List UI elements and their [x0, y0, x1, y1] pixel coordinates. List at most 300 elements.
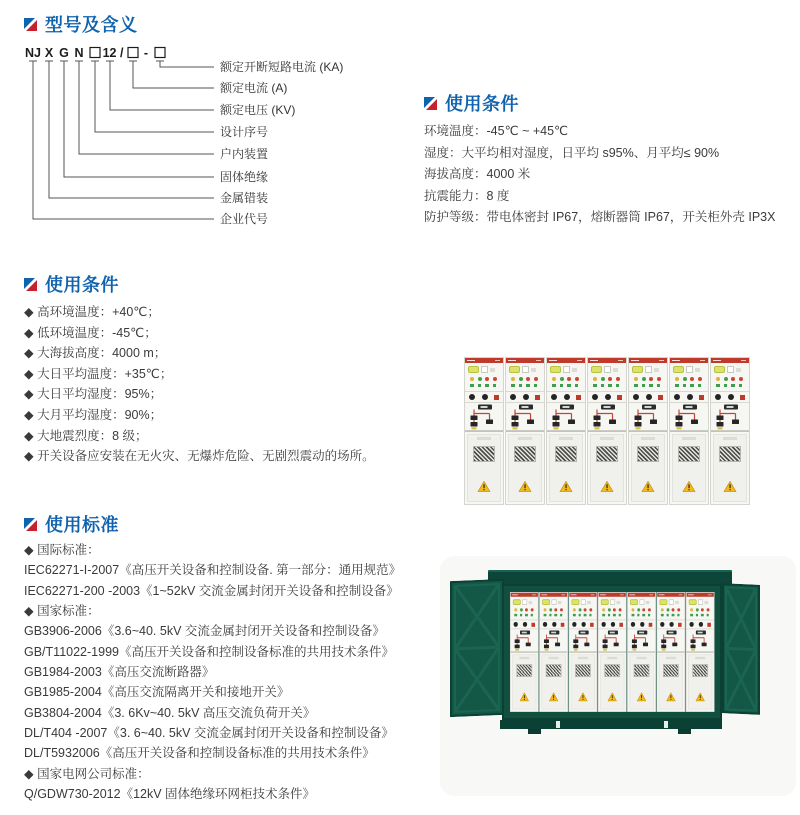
door-nameplate: [519, 657, 529, 659]
door-nameplate: [682, 437, 696, 440]
svg-text:X: X: [44, 46, 54, 60]
indicator-lights: [632, 608, 651, 611]
circuit-mimic-diagram: [687, 630, 716, 651]
svg-text:金属错装: 金属错装: [220, 191, 269, 205]
ventilation-grille: [596, 446, 618, 462]
code-placeholder-box: [90, 48, 100, 58]
standard-item: Q/GDW730-2012《12kV 固体绝缘环网柜技术条件》: [24, 787, 316, 802]
warning-triangle-icon: [637, 692, 646, 701]
condition-line: 防护等级：带电体密封 IP67，熔断器筒 IP67，开关柜外壳 IP3X: [424, 210, 776, 224]
warning-triangle-icon: [608, 692, 617, 701]
cabinet-control-panel: [511, 597, 538, 652]
operation-knobs: [540, 620, 567, 630]
standard-item: ◆ 国际标准：: [24, 543, 100, 557]
enclosure-foot: [528, 729, 541, 734]
indicator-light: [549, 608, 552, 611]
operation-knobs: [569, 620, 596, 630]
indicator-lights: [511, 377, 538, 381]
illuminated-button: [513, 599, 521, 605]
ventilation-grille: [575, 664, 591, 677]
indicator-light: [661, 608, 664, 611]
standard-item: GB/T11022-1999《高压开关设备和控制设备标准的共用技术条件》: [24, 644, 394, 659]
cabinet-lower-door: [711, 431, 749, 504]
red-knob: [617, 395, 622, 400]
panel-window: [669, 599, 674, 605]
illuminated-button: [601, 599, 609, 605]
panel-window: [617, 601, 621, 604]
cabinet-lower-door: [599, 652, 626, 711]
indicator-light: [608, 377, 612, 381]
cabinet-lower-door: [569, 652, 596, 711]
switchgear-row-photo: [464, 357, 750, 505]
indicator-light: [544, 608, 547, 611]
panel-window: [646, 601, 650, 604]
ventilation-grille: [678, 446, 700, 462]
indicator-light: [525, 608, 528, 611]
standards-list: [24, 540, 444, 804]
indicator-lights: [470, 377, 497, 381]
door-nameplate: [666, 657, 676, 659]
svg-text:G: G: [59, 46, 69, 60]
indicator-lights: [661, 608, 680, 611]
warning-triangle-icon: [519, 481, 532, 492]
red-knob: [699, 395, 704, 400]
panel-buttons: [468, 366, 495, 373]
cabinet-lower-door: [588, 431, 626, 504]
base-latch: [556, 721, 560, 728]
red-knob: [678, 622, 682, 626]
red-knob: [531, 622, 535, 626]
cabinet-control-panel: [506, 363, 544, 431]
door-nameplate: [559, 437, 573, 440]
knob: [715, 394, 721, 400]
svg-text:企业代号: 企业代号: [220, 212, 269, 226]
section-standards: [24, 511, 119, 537]
enclosure-right-door: [722, 583, 760, 715]
cabinet-control-panel: [629, 363, 667, 431]
standard-item: GB3906-2006《3.6~40. 5kV 交流金属封闭开关设备和控制设备》: [24, 624, 385, 639]
indicator-lights: [593, 377, 620, 381]
illuminated-button: [591, 366, 602, 373]
illuminated-button: [468, 366, 479, 373]
enclosure-roof: [488, 570, 732, 585]
circuit-mimic-diagram: [547, 404, 587, 430]
cabinet-control-panel: [687, 597, 714, 652]
standard-item: DL/T404 -2007《3. 6~40. 5kV 交流金属封闭开关设备和控制设备》: [24, 726, 394, 741]
door-nameplate: [607, 657, 617, 659]
indicator-light: [648, 608, 651, 611]
indicator-light: [613, 608, 616, 611]
indicator-labels: [552, 384, 578, 387]
red-knob: [619, 622, 623, 626]
indicator-light: [637, 608, 640, 611]
operation-knobs: [629, 391, 667, 403]
knob: [602, 622, 606, 627]
indicator-light: [575, 377, 579, 381]
panel-window: [481, 366, 488, 373]
red-knob: [658, 395, 663, 400]
condition-bullet-item: ◆ 开关设备应安装在无火灾、无爆炸危险、无剧烈震动的场所。: [24, 449, 375, 464]
indicator-lights: [573, 608, 592, 611]
ventilation-grille: [634, 664, 650, 677]
model-designation-diagram: [24, 44, 354, 234]
svg-text:额定电流 (A): 额定电流 (A): [220, 81, 288, 95]
condition-line: 湿度：大平均相对湿度，日平均 s95%、月平均≤ 90%: [424, 145, 720, 160]
switchgear-cabinet: [628, 357, 668, 505]
switchgear-cabinet: [657, 592, 686, 712]
operation-knobs: [599, 620, 626, 630]
knob: [572, 622, 576, 627]
section-conditions-left: [24, 271, 119, 297]
indicator-light: [493, 377, 497, 381]
cabinet-control-panel: [465, 363, 503, 431]
indicator-light: [519, 377, 523, 381]
panel-buttons: [513, 599, 532, 605]
cabinet-control-panel: [588, 363, 626, 431]
cabinet-control-panel: [670, 363, 708, 431]
illuminated-button: [571, 599, 579, 605]
indicator-light: [589, 608, 592, 611]
standard-item: ◆ 国家电网公司标准：: [24, 766, 150, 781]
indicator-light: [739, 377, 743, 381]
ventilation-grille: [719, 446, 741, 462]
indicator-light: [698, 377, 702, 381]
section-title-text: 型号及含义: [45, 15, 138, 35]
standard-item: GB1985-2004《高压交流隔离开关和接地开关》: [24, 685, 290, 700]
cabinet-lower-door: [540, 652, 567, 711]
cabinet-lower-door: [511, 652, 538, 711]
circuit-mimic-diagram: [657, 630, 686, 651]
enclosure-cabinet-row: [510, 592, 714, 712]
indicator-light: [690, 608, 693, 611]
operation-knobs: [465, 391, 503, 403]
door-nameplate: [637, 657, 647, 659]
illuminated-button: [673, 366, 684, 373]
ventilation-grille: [473, 446, 495, 462]
illuminated-button: [509, 366, 520, 373]
panel-window: [613, 368, 618, 372]
indicator-light: [584, 608, 587, 611]
panel-buttons: [630, 599, 649, 605]
indicator-light: [683, 377, 687, 381]
cabinet-control-panel: [599, 597, 626, 652]
panel-window: [587, 601, 591, 604]
knob: [469, 394, 475, 400]
section-marker-icon: [24, 18, 37, 31]
indicator-lights: [552, 377, 579, 381]
red-knob: [561, 622, 565, 626]
operation-knobs: [547, 391, 585, 403]
panel-window: [727, 366, 734, 373]
panel-window: [522, 366, 529, 373]
condition-bullet-item: ◆ 大日平均温度：+35℃；: [24, 366, 173, 381]
panel-buttons: [571, 599, 590, 605]
svg-text:12 /: 12 /: [102, 46, 124, 60]
illuminated-button: [714, 366, 725, 373]
usage-conditions-right-list: [424, 121, 800, 229]
operation-knobs: [628, 620, 655, 630]
indicator-labels: [634, 384, 660, 387]
indicator-light: [567, 377, 571, 381]
knob: [687, 394, 693, 400]
panel-window: [529, 601, 533, 604]
warning-triangle-icon: [724, 481, 737, 492]
red-knob: [740, 395, 745, 400]
cabinet-lower-door: [629, 431, 667, 504]
door-nameplate: [723, 437, 737, 440]
panel-buttons: [601, 599, 620, 605]
condition-bullet-item: ◆ 大海拔高度：4000 m；: [24, 346, 167, 361]
door-nameplate: [518, 437, 532, 440]
panel-window: [563, 366, 570, 373]
ventilation-grille: [516, 664, 532, 677]
indicator-labels: [690, 614, 709, 616]
panel-window: [695, 368, 700, 372]
knob: [514, 622, 518, 627]
panel-window: [581, 599, 586, 605]
switchgear-cabinet: [539, 592, 568, 712]
illuminated-button: [689, 599, 697, 605]
knob: [510, 394, 516, 400]
indicator-light: [634, 377, 638, 381]
condition-bullet-item: ◆ 低环境温度：-45℃；: [24, 325, 157, 340]
svg-text:固体绝缘: 固体绝缘: [220, 170, 269, 184]
standard-item: GB3804-2004《3. 6Kv~40. 5kV 高压交流负荷开关》: [24, 705, 316, 720]
indicator-light: [470, 377, 474, 381]
svg-text:额定电压 (KV): 额定电压 (KV): [220, 103, 296, 117]
indicator-light: [530, 608, 533, 611]
switchgear-cabinet: [464, 357, 504, 505]
switchgear-cabinet: [686, 592, 715, 712]
illuminated-button: [632, 366, 643, 373]
warning-triangle-icon: [601, 481, 614, 492]
warning-triangle-icon: [666, 692, 675, 701]
knob: [523, 394, 529, 400]
panel-window: [654, 368, 659, 372]
circuit-mimic-diagram: [465, 404, 505, 430]
indicator-light: [696, 608, 699, 611]
indicator-light: [554, 608, 557, 611]
indicator-light: [552, 377, 556, 381]
indicator-light: [578, 608, 581, 611]
door-nameplate: [695, 657, 705, 659]
circuit-mimic-diagram: [540, 630, 569, 651]
indicator-light: [701, 608, 704, 611]
indicator-lights: [602, 608, 621, 611]
indicator-lights: [634, 377, 661, 381]
indicator-lights: [514, 608, 533, 611]
operation-knobs: [711, 391, 749, 403]
panel-buttons: [689, 599, 708, 605]
panel-window: [531, 368, 536, 372]
indicator-labels: [675, 384, 701, 387]
circuit-mimic-diagram: [511, 630, 540, 651]
indicator-labels: [593, 384, 619, 387]
indicator-light: [511, 377, 515, 381]
warning-triangle-icon: [478, 481, 491, 492]
illuminated-button: [630, 599, 638, 605]
enclosure-photo: [450, 556, 765, 796]
panel-window: [558, 601, 562, 604]
warning-triangle-icon: [696, 692, 705, 701]
cabinet-lower-door: [670, 431, 708, 504]
condition-line: 海拔高度：4000 米: [424, 167, 531, 181]
knob: [482, 394, 488, 400]
indicator-light: [716, 377, 720, 381]
red-knob: [494, 395, 499, 400]
illuminated-button: [659, 599, 667, 605]
circuit-mimic-diagram: [670, 404, 710, 430]
switchgear-cabinet: [710, 357, 750, 505]
indicator-light: [706, 608, 709, 611]
panel-buttons: [714, 366, 741, 373]
circuit-mimic-diagram: [569, 630, 598, 651]
panel-window: [698, 599, 703, 605]
enclosure-foot: [678, 729, 691, 734]
panel-window: [736, 368, 741, 372]
knob: [698, 622, 702, 627]
knob: [640, 622, 644, 627]
indicator-labels: [716, 384, 742, 387]
indicator-light: [649, 377, 653, 381]
designation-labels: [220, 59, 343, 226]
knob: [552, 622, 556, 627]
knob: [669, 622, 673, 627]
svg-text:-: -: [143, 46, 149, 60]
indicator-light: [657, 377, 661, 381]
indicator-labels: [632, 614, 651, 616]
operation-knobs: [588, 391, 626, 403]
indicator-labels: [602, 614, 621, 616]
cabinet-control-panel: [628, 597, 655, 652]
section-title-text: 使用条件: [45, 275, 119, 295]
indicator-light: [601, 377, 605, 381]
panel-window: [490, 368, 495, 372]
panel-window: [704, 601, 708, 604]
base-latch: [664, 721, 668, 728]
operation-knobs: [670, 391, 708, 403]
standard-item: IEC62271-I-2007《高压开关设备和控制设备. 第一部分：通用规范》: [24, 563, 402, 578]
panel-buttons: [542, 599, 561, 605]
indicator-light: [608, 608, 611, 611]
circuit-mimic-diagram: [599, 630, 628, 651]
panel-window: [639, 599, 644, 605]
enclosure-body: [502, 584, 722, 720]
section-marker-icon: [424, 97, 437, 110]
knob: [660, 622, 664, 627]
indicator-light: [616, 377, 620, 381]
condition-bullet-item: ◆ 大日平均湿度：95%；: [24, 387, 163, 402]
switchgear-cabinet: [598, 592, 627, 712]
red-knob: [590, 622, 594, 626]
panel-window: [572, 368, 577, 372]
knob: [633, 394, 639, 400]
standard-item: DL/T5932006《高压开关设备和控制设备标准的共用技术条件》: [24, 746, 375, 761]
svg-text:NJ: NJ: [25, 46, 41, 60]
operation-knobs: [657, 620, 684, 630]
knob: [543, 622, 547, 627]
section-model: [24, 11, 138, 37]
panel-window: [610, 599, 615, 605]
condition-line: 抗震能力：8 度: [424, 188, 510, 203]
indicator-light: [724, 377, 728, 381]
door-nameplate: [477, 437, 491, 440]
indicator-light: [560, 608, 563, 611]
cabinet-control-panel: [569, 597, 596, 652]
circuit-mimic-diagram: [506, 404, 546, 430]
indicator-light: [478, 377, 482, 381]
panel-window: [645, 366, 652, 373]
red-knob: [707, 622, 711, 626]
panel-window: [675, 601, 679, 604]
switchgear-cabinet: [587, 357, 627, 505]
panel-window: [686, 366, 693, 373]
indicator-light: [485, 377, 489, 381]
knob: [728, 394, 734, 400]
warning-triangle-icon: [549, 692, 558, 701]
knob: [592, 394, 598, 400]
indicator-light: [666, 608, 669, 611]
panel-buttons: [632, 366, 659, 373]
panel-buttons: [673, 366, 700, 373]
indicator-labels: [514, 614, 533, 616]
knob: [689, 622, 693, 627]
section-marker-icon: [24, 518, 37, 531]
standard-item: IEC62271-200 -2003《1~52kV 交流金属封闭开关设备和控制设备》: [24, 583, 399, 598]
ventilation-grille: [637, 446, 659, 462]
code-placeholder-box: [128, 48, 138, 58]
switchgear-cabinet: [569, 592, 598, 712]
warning-triangle-icon: [683, 481, 696, 492]
illuminated-button: [542, 599, 550, 605]
indicator-lights: [716, 377, 743, 381]
operation-knobs: [511, 620, 538, 630]
condition-line: 环境温度：-45℃ ~ +45℃: [424, 124, 569, 138]
switchgear-cabinet: [505, 357, 545, 505]
circuit-mimic-diagram: [588, 404, 628, 430]
usage-conditions-left-list: [24, 302, 424, 467]
indicator-labels: [470, 384, 496, 387]
indicator-light: [675, 377, 679, 381]
indicator-light: [677, 608, 680, 611]
door-nameplate: [641, 437, 655, 440]
indicator-light: [602, 608, 605, 611]
cabinet-lower-door: [547, 431, 585, 504]
indicator-labels: [544, 614, 563, 616]
warning-triangle-icon: [520, 692, 529, 701]
cabinet-lower-door: [687, 652, 714, 711]
ventilation-grille: [546, 664, 562, 677]
indicator-light: [642, 377, 646, 381]
knob: [674, 394, 680, 400]
enclosure-base: [500, 720, 722, 729]
indicator-light: [520, 608, 523, 611]
indicator-light: [573, 608, 576, 611]
ventilation-grille: [692, 664, 708, 677]
switchgear-cabinet: [510, 592, 539, 712]
indicator-light: [642, 608, 645, 611]
knob: [523, 622, 527, 627]
condition-bullet-item: ◆ 大月平均湿度：90%；: [24, 407, 163, 422]
knob: [610, 622, 614, 627]
indicator-light: [514, 608, 517, 611]
panel-window: [522, 599, 527, 605]
door-nameplate: [578, 657, 588, 659]
knob: [564, 394, 570, 400]
indicator-light: [593, 377, 597, 381]
panel-buttons: [550, 366, 577, 373]
indicator-lights: [675, 377, 702, 381]
